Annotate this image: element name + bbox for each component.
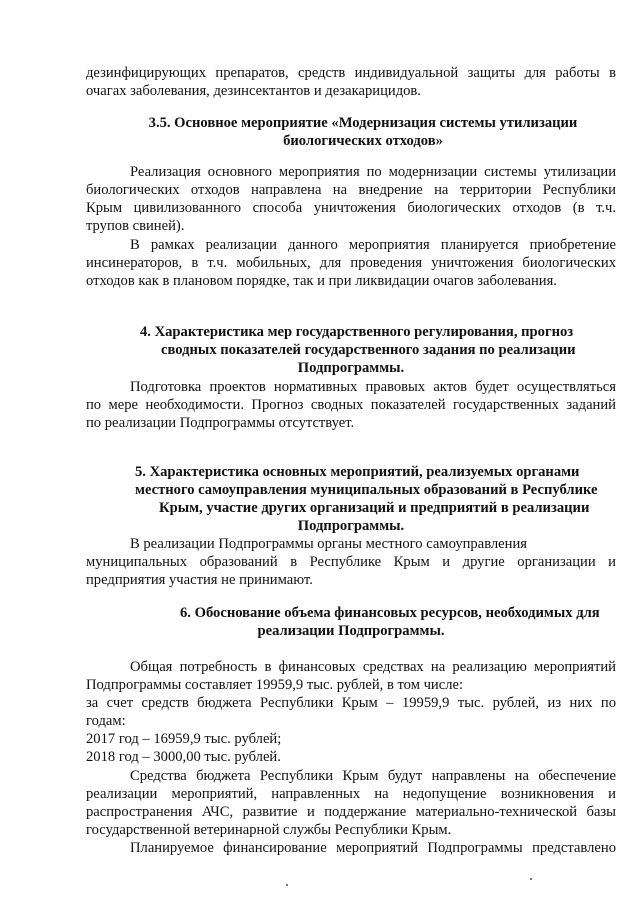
- section-heading-5: 5. Характеристика основных мероприятий, реализуемых органами: [135, 464, 580, 480]
- paragraph-line: Подготовка проектов нормативных правовых актов будет осуществляться: [130, 379, 616, 395]
- paragraph-line: Реализация основного мероприятия по модернизации системы утилизации: [130, 164, 616, 180]
- section-heading-6-cont: реализации Подпрограммы.: [257, 623, 445, 639]
- paragraph-line: биологических отходов направлена на внедрение на территории Республики: [86, 182, 616, 198]
- paragraph-line: по мере необходимости. Прогноз сводных показателей государственных заданий: [86, 397, 616, 413]
- section-heading-3-5: 3.5. Основное мероприятие «Модернизация системы утилизации: [148, 115, 578, 131]
- section-heading-3-5-cont: биологических отходов»: [283, 133, 443, 149]
- paragraph-line: В реализации Подпрограммы органы местного самоуправления: [130, 536, 527, 552]
- paragraph-line: муниципальных образований в Республике Крым и другие организации и: [86, 554, 616, 570]
- paragraph-line: Планируемое финансирование мероприятий Подпрограммы представлено: [130, 840, 616, 856]
- scan-speck: [286, 884, 288, 886]
- paragraph-line: В рамках реализации данного мероприятия планируется приобретение: [130, 237, 616, 253]
- paragraph-line: Общая потребность в финансовых средствах на реализацию мероприятий: [130, 659, 616, 675]
- paragraph-line: распространения АЧС, развитие и поддержание материально-технической базы: [86, 804, 616, 820]
- paragraph-line: государственной ветеринарной службы Республики Крым.: [86, 822, 452, 838]
- scan-speck: [530, 878, 532, 880]
- section-heading-5-cont: Подпрограммы.: [297, 518, 405, 534]
- paragraph-line: отходов как в плановом порядке, так и при ликвидации очагов заболевания.: [86, 273, 557, 289]
- paragraph-line: трупов свиней).: [86, 218, 185, 234]
- text-line: дезинфицирующих препаратов, средств индивидуальной защиты для работы в: [86, 65, 616, 81]
- paragraph-line: за счет средств бюджета Республики Крым – 19959,9 тыс. рублей, из них по: [86, 695, 616, 711]
- paragraph-line: Средства бюджета Республики Крым будут направлены на обеспечение: [130, 768, 616, 784]
- paragraph-line: по реализации Подпрограммы отсутствует.: [86, 415, 355, 431]
- section-heading-6: 6. Обоснование объема финансовых ресурсов, необходимых для: [180, 605, 600, 621]
- text-line: очагах заболевания, дезинсектантов и дезакарицидов.: [86, 83, 421, 99]
- paragraph-line: реализации мероприятий, направленных на недопущение возникновения и: [86, 786, 616, 802]
- paragraph-line: Подпрограммы составляет 19959,9 тыс. рублей, в том числе:: [86, 677, 464, 693]
- paragraph-line: годам:: [86, 713, 126, 729]
- paragraph-line: инсинераторов, в т.ч. мобильных, для проведения уничтожения биологических: [86, 255, 616, 271]
- paragraph-line: предприятия участия не принимают.: [86, 572, 313, 588]
- paragraph-line: Крым цивилизованного способа уничтожения биологических отходов (в т.ч.: [86, 200, 616, 216]
- section-heading-4: 4. Характеристика мер государственного регулирования, прогноз: [140, 324, 574, 340]
- section-heading-5-cont: Крым, участие других организаций и предприятий в реализации: [159, 500, 590, 516]
- paragraph-line: 2017 год – 16959,9 тыс. рублей;: [86, 731, 282, 747]
- section-heading-4-cont: сводных показателей государственного задания по реализации: [161, 342, 576, 358]
- section-heading-4-cont: Подпрограммы.: [297, 360, 405, 376]
- section-heading-5-cont: местного самоуправления муниципальных образований в Республике: [135, 482, 598, 498]
- paragraph-line: 2018 год – 3000,00 тыс. рублей.: [86, 749, 281, 765]
